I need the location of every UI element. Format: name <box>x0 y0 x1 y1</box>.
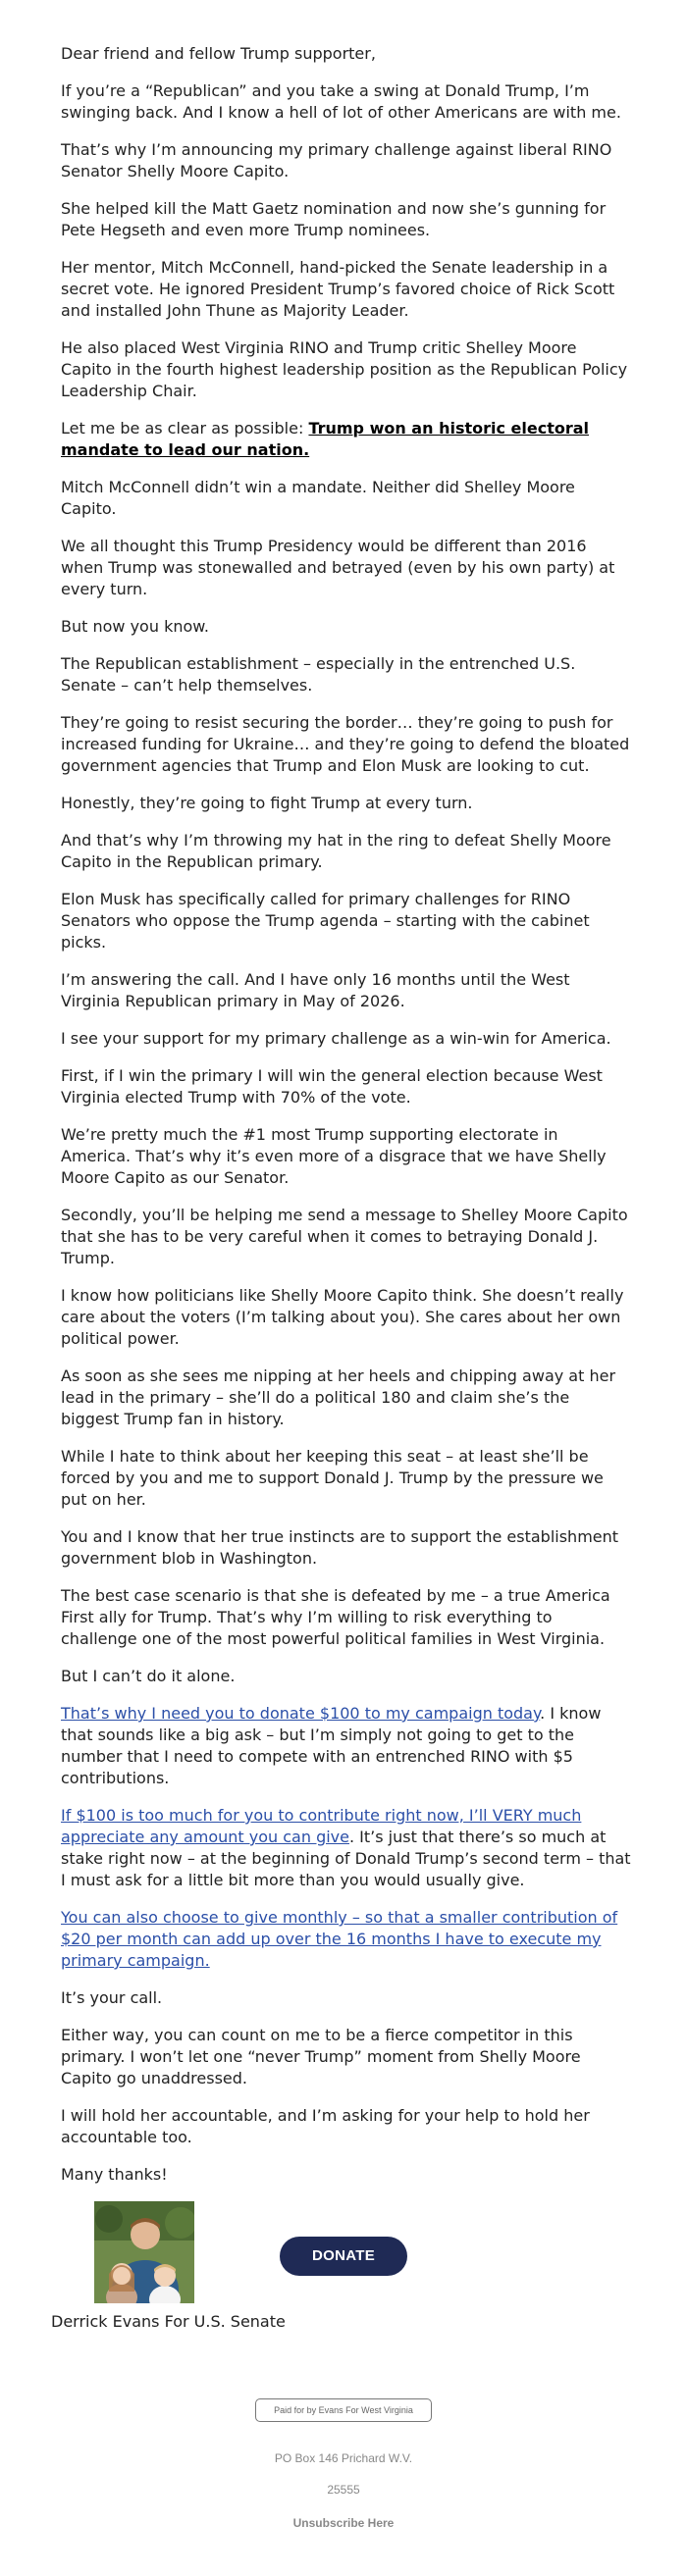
mailing-address: PO Box 146 Prichard W.V. <box>274 2451 413 2465</box>
paragraph: And that’s why I’m throwing my hat in the ring to defeat Shelly Moore Capito in the Republican primary. <box>61 831 611 871</box>
paragraph: Honestly, they’re going to fight Trump at every turn. <box>61 794 473 812</box>
paragraph: She helped kill the Matt Gaetz nomination and now she’s gunning for Pete Hegseth and even more Trump nominees. <box>61 199 607 239</box>
paragraph: The best case scenario is that she is defeated by me – a true America First ally for Trump. That’s why I’m willing to risk everything to challenge one of the most powerful political families in West Virginia. <box>61 1586 610 1648</box>
paragraph: If you’re a “Republican” and you take a swing at Donald Trump, I’m swinging back. And I know a hell of lot of other Americans are with me. <box>61 81 621 122</box>
paragraph: We’re pretty much the #1 most Trump supporting electorate in America. That’s why it’s even more of a disgrace that we have Shelly Moore Capito as our Senator. <box>61 1125 607 1187</box>
paragraph: I know how politicians like Shelly Moore Capito think. She doesn’t really care about the voters (I’m talking about you). She cares about her own political power. <box>61 1286 624 1348</box>
footer <box>0 2398 687 2532</box>
paragraph: While I hate to think about her keeping this seat – at least she’ll be forced by you and me to support Donald J. Trump by the pressure we put on her. <box>61 1447 604 1509</box>
mandate-link[interactable]: Trump won an historic electoral mandate to lead our nation. <box>61 419 590 459</box>
paragraph: I will hold her accountable, and I’m asking for your help to hold her accountable too. <box>61 2106 590 2146</box>
donate-monthly-link[interactable]: You can also choose to give monthly – so that a smaller contribution of $20 per month can add up over the 16 months I have to execute my primary campaign. <box>61 1908 618 1970</box>
zip-code: 25555 <box>327 2483 360 2497</box>
paragraph: Elon Musk has specifically called for primary challenges for RINO Senators who oppose the Trump agenda – starting with the cabinet picks. <box>61 890 590 952</box>
paragraph: Mitch McConnell didn’t win a mandate. Neither did Shelley Moore Capito. <box>61 478 575 518</box>
paragraph: Her mentor, Mitch McConnell, hand-picked the Senate leadership in a secret vote. He ignored President Trump’s favored choice of Rick Scott and installed John Thune as Majority Leader. <box>61 258 615 320</box>
paragraph: But I can’t do it alone. <box>61 1667 236 1685</box>
paragraph <box>61 418 632 461</box>
paragraph-text: Let me be as clear as possible: <box>61 419 309 438</box>
paragraph: I see your support for my primary challenge as a win-win for America. <box>61 1029 611 1048</box>
paragraph: You and I know that her true instincts are to support the establishment government blob in Washington. <box>61 1527 619 1568</box>
paragraph: I’m answering the call. And I have only 16 months until the West Virginia Republican primary in May of 2026. <box>61 970 570 1010</box>
paragraph: We all thought this Trump Presidency would be different than 2016 when Trump was stonewalled and betrayed (even by his own party) at every turn. <box>61 537 615 598</box>
donate-any-amount-link[interactable]: If $100 is too much for you to contribute right now, I’ll VERY much appreciate any amount you can give <box>61 1806 582 1846</box>
paid-for-disclaimer: Paid for by Evans For West Virginia <box>255 2398 432 2422</box>
paragraph <box>61 1703 632 1789</box>
greeting: Dear friend and fellow Trump supporter, <box>61 44 376 63</box>
donate-100-link[interactable]: That’s why I need you to donate $100 to my campaign today <box>61 1704 541 1723</box>
paragraph: They’re going to resist securing the border… they’re going to push for increased funding for Ukraine… and they’re going to defend the bloated government agencies that Trump and Elon Musk are looking to cut. <box>61 713 630 775</box>
paragraph: He also placed West Virginia RINO and Trump critic Shelley Moore Capito in the fourth highest leadership position as the Republican Policy Leadership Chair. <box>61 338 628 400</box>
signature: Derrick Evans For U.S. Senate <box>51 2312 286 2331</box>
paragraph: Secondly, you’ll be helping me send a message to Shelley Moore Capito that she has to be very careful when it comes to betraying Donald J. Trump. <box>61 1206 628 1267</box>
donate-button[interactable]: DONATE <box>280 2237 407 2276</box>
paragraph: It’s your call. <box>61 1988 163 2007</box>
paragraph: Either way, you can count on me to be a fierce competitor in this primary. I won’t let one “never Trump” moment from Shelly Moore Capito go unaddressed. <box>61 2026 581 2087</box>
closing: Many thanks! <box>61 2165 168 2184</box>
paragraph-text: . It’s just that there’s so much at stake right now – at the beginning of Donald Trump’s second term – that I must ask for a little bit more than you would usually give. <box>61 1828 631 1889</box>
paragraph <box>61 1907 632 1972</box>
paragraph: The Republican establishment – especially in the entrenched U.S. Senate – can’t help themselves. <box>61 654 576 695</box>
paragraph <box>61 1805 632 1891</box>
paragraph-text: . I know that sounds like a big ask – but I’m simply not going to get to the number that I need to compete with an entrenched RINO with $5 contributions. <box>61 1704 602 1787</box>
paragraph: But now you know. <box>61 617 209 636</box>
donate-section <box>0 2237 687 2276</box>
email-body <box>51 43 632 2333</box>
paragraph: That’s why I’m announcing my primary challenge against liberal RINO Senator Shelly Moore Capito. <box>61 140 612 180</box>
unsubscribe-link[interactable]: Unsubscribe Here <box>292 2516 395 2530</box>
paragraph: First, if I win the primary I will win the general election because West Virginia elected Trump with 70% of the vote. <box>61 1066 603 1107</box>
paragraph: As soon as she sees me nipping at her heels and chipping away at her lead in the primary – she’ll do a political 180 and claim she’s the biggest Trump fan in history. <box>61 1366 616 1428</box>
